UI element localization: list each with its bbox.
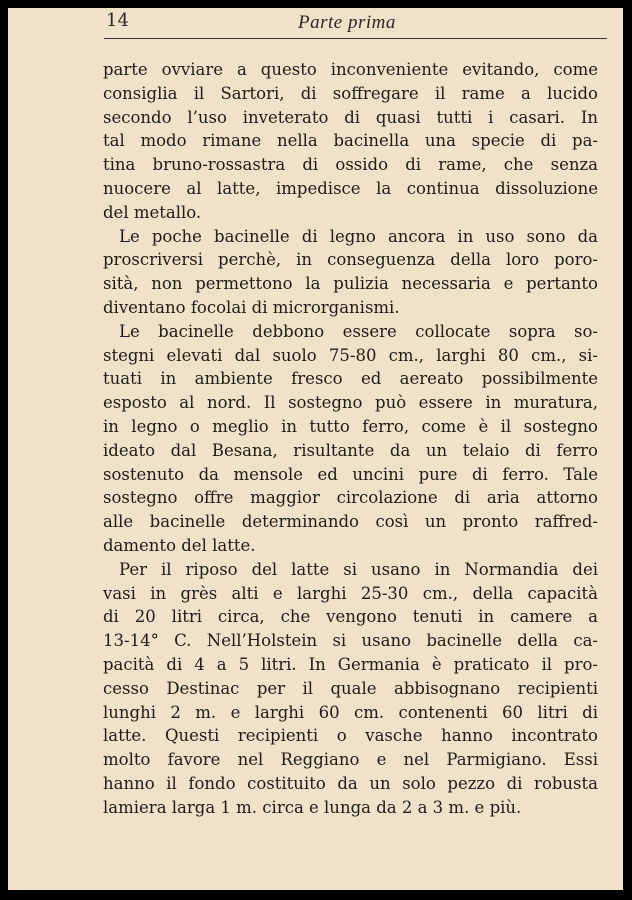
text-line: Per il riposo del latte si usano in Normandia dei xyxy=(119,559,598,579)
text-line: consiglia il Sartori, di soffregare il rame a lucido xyxy=(103,83,598,103)
text-line: diventano focolai di microrganismi. xyxy=(103,297,400,317)
text-line: stegni elevati dal suolo 75-80 cm., larghi 80 cm., si- xyxy=(103,345,598,365)
body-text xyxy=(103,58,598,820)
page-header xyxy=(104,10,607,39)
text-line: sostegno offre maggior circolazione di aria attorno xyxy=(103,488,598,508)
text-line: pacità di 4 a 5 litri. In Germania è praticato il pro- xyxy=(103,654,598,674)
text-line: vasi in grès alti e larghi 25-30 cm., della capacità xyxy=(103,583,598,603)
text-line: in legno o meglio in tutto ferro, come è il sostegno xyxy=(103,416,598,436)
text-line: tina bruno-rossastra di ossido di rame, che senza xyxy=(103,155,598,175)
text-line: cesso Destinac per il quale abbisognano recipienti xyxy=(103,678,598,698)
text-line: secondo l’uso inveterato di quasi tutti i casari. In xyxy=(103,107,598,127)
text-line: 13-14° C. Nell’Holstein si usano bacinelle della ca- xyxy=(103,631,598,651)
text-line: esposto al nord. Il sostegno può essere in muratura, xyxy=(103,393,598,413)
text-line: ideato dal Besana, risultante da un telaio di ferro xyxy=(103,440,598,460)
text-line: sità, non permettono la pulizia necessaria e pertanto xyxy=(103,274,598,294)
text-line: damento del latte. xyxy=(103,535,256,555)
text-line: latte. Questi recipienti o vasche hanno incontrato xyxy=(103,726,598,746)
text-line: di 20 litri circa, che vengono tenuti in camere a xyxy=(103,607,598,627)
text-line: nuocere al latte, impedisce la continua dissoluzione xyxy=(103,178,598,198)
text-line: lamiera larga 1 m. circa e lunga da 2 a 3 m. e più. xyxy=(103,797,522,817)
text-line: lunghi 2 m. e larghi 60 cm. contenenti 60 litri di xyxy=(103,702,598,722)
text-line: del metallo. xyxy=(103,202,202,222)
running-title: Parte prima xyxy=(298,12,396,33)
text-line: parte ovviare a questo inconveniente evitando, come xyxy=(103,60,598,79)
text-line: tuati in ambiente fresco ed aereato possibilmente xyxy=(103,369,598,389)
text-line: hanno il fondo costituito da un solo pezzo di robusta xyxy=(103,773,598,793)
book-page xyxy=(8,8,623,890)
page-number: 14 xyxy=(106,10,129,31)
text-line: sostenuto da mensole ed uncini pure di ferro. Tale xyxy=(103,464,598,484)
text-line: Le bacinelle debbono essere collocate sopra so- xyxy=(119,321,598,341)
text-line: proscriversi perchè, in conseguenza della loro poro- xyxy=(103,250,598,270)
text-line: molto favore nel Reggiano e nel Parmigiano. Essi xyxy=(103,750,598,770)
text-line: Le poche bacinelle di legno ancora in uso sono da xyxy=(119,226,598,246)
text-line: alle bacinelle determinando così un pronto raffred- xyxy=(103,512,598,532)
text-line: tal modo rimane nella bacinella una specie di pa- xyxy=(103,131,598,151)
